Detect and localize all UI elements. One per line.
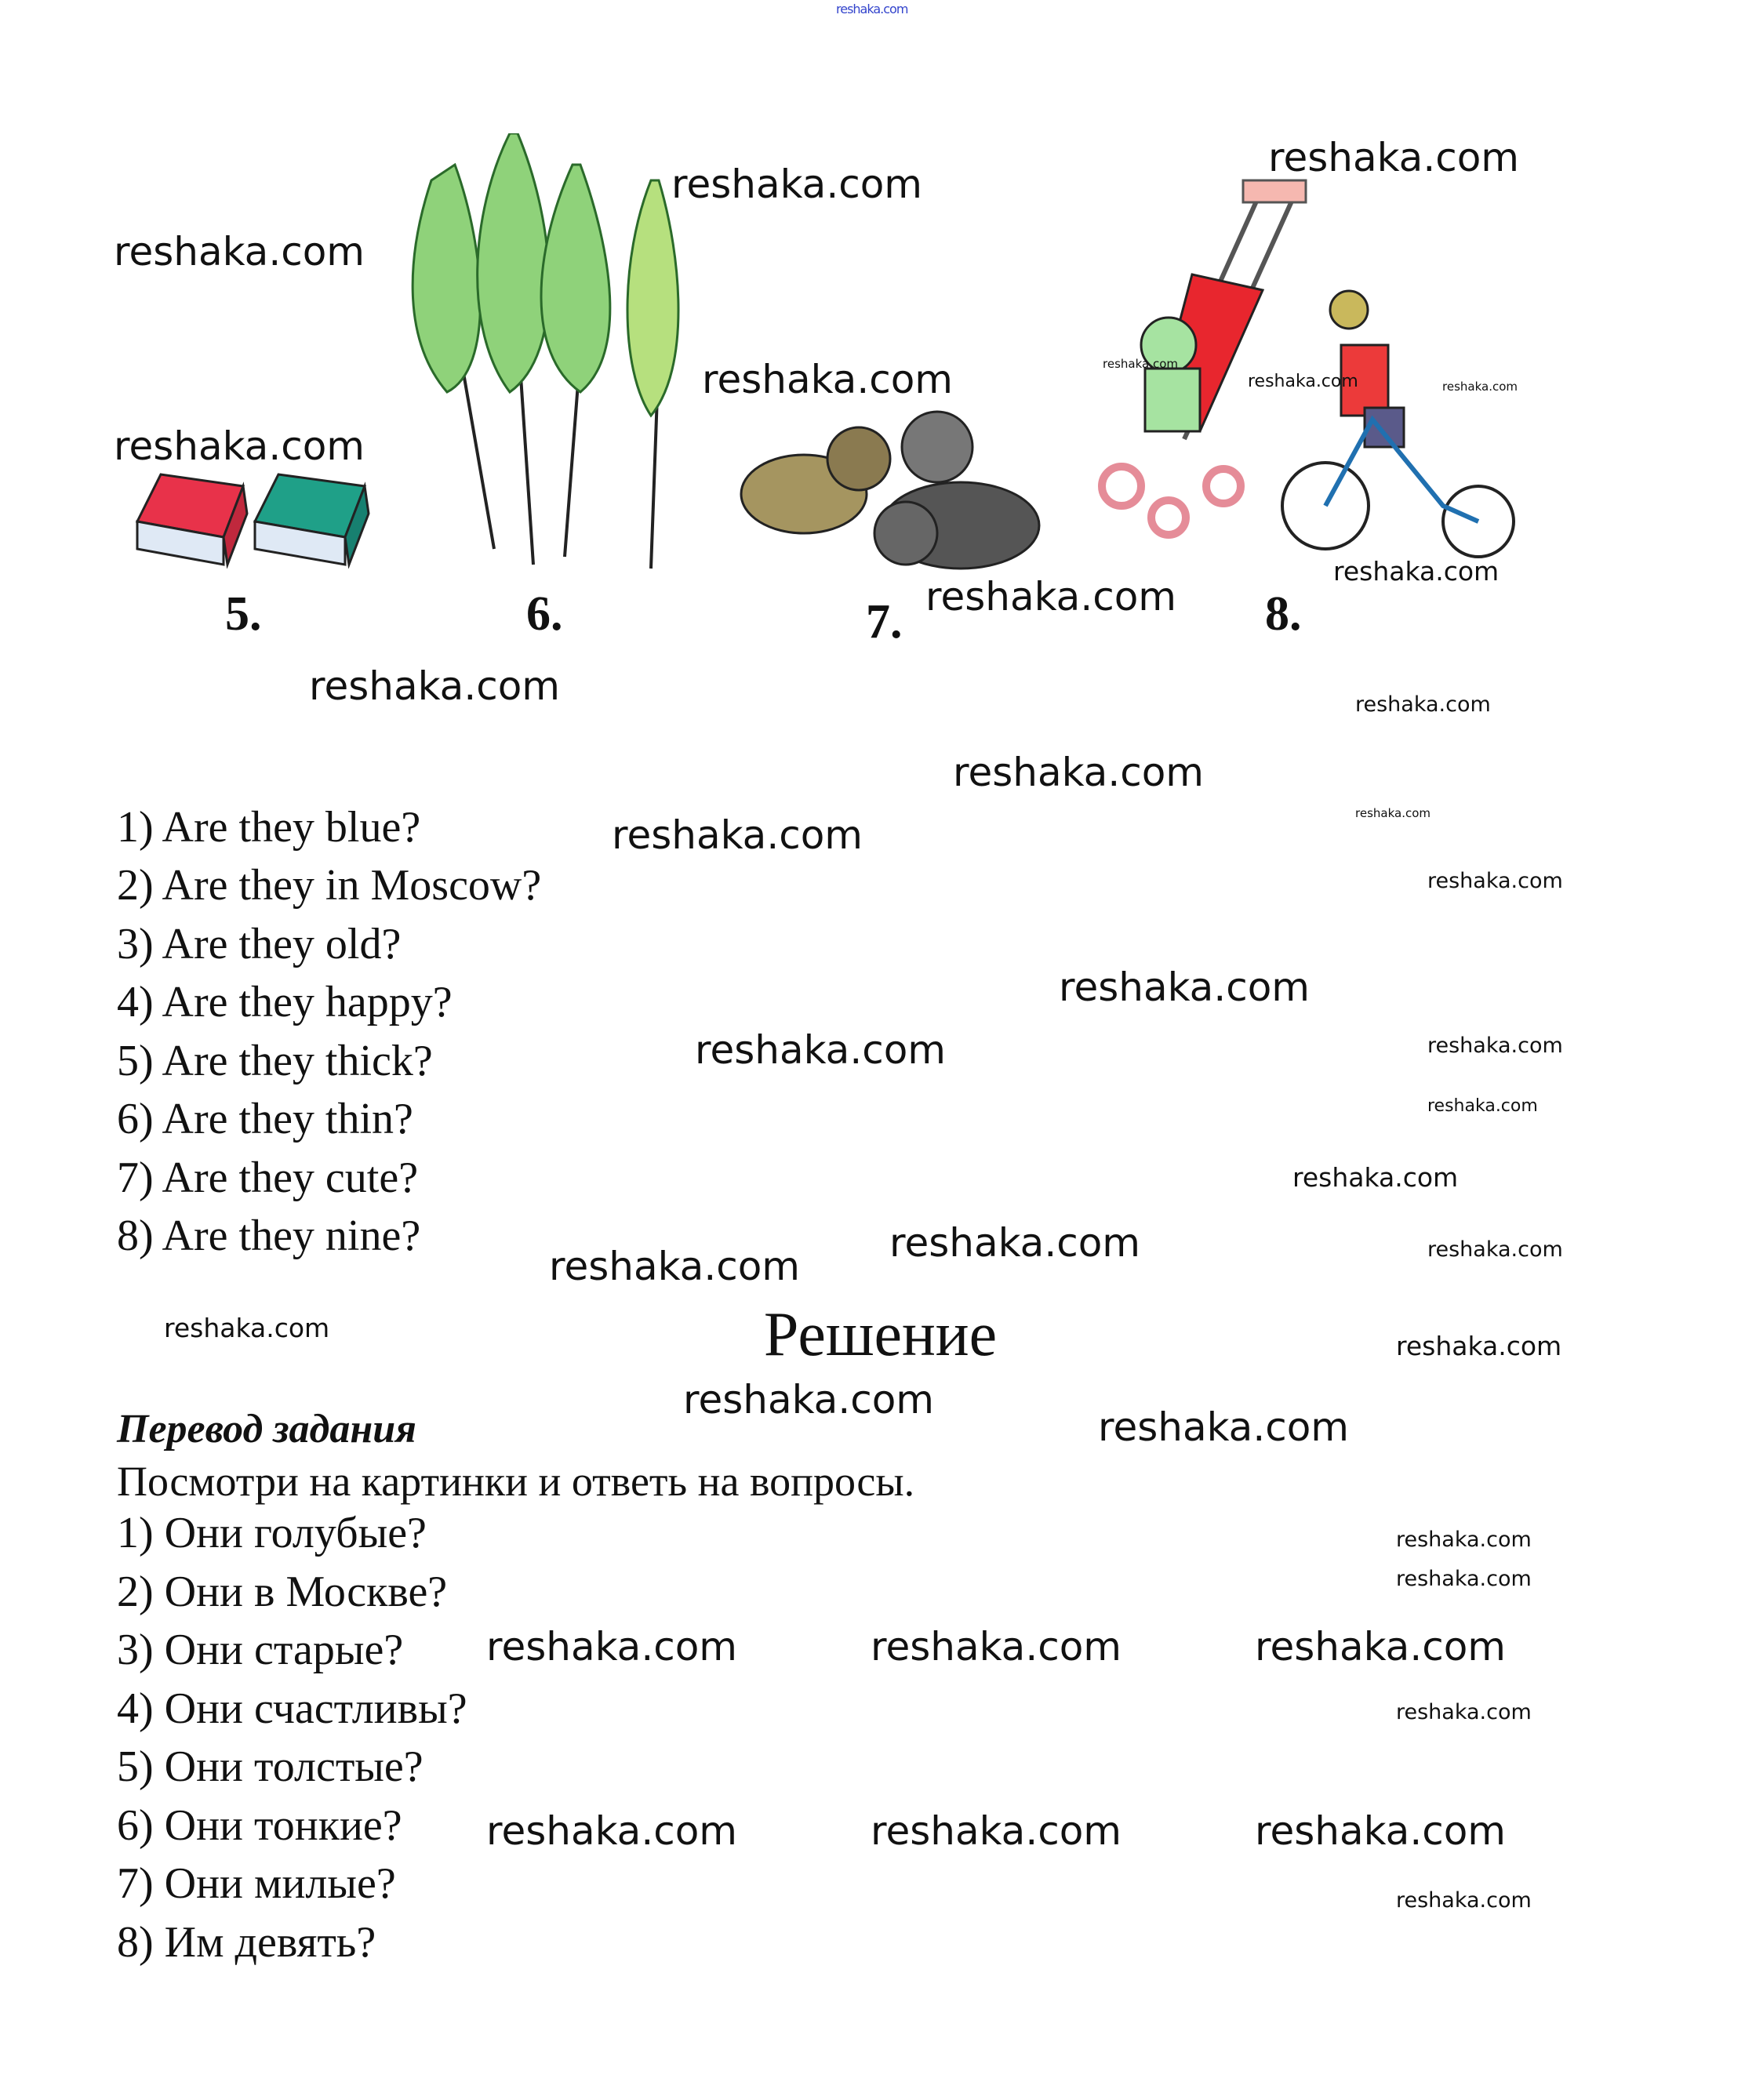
- translation-instruction: Посмотри на картинки и ответь на вопросы.: [117, 1458, 915, 1505]
- watermark: reshaka.com: [114, 423, 365, 469]
- question-ru-6: 6) Они тонкие?: [117, 1801, 402, 1850]
- solution-title: Решение: [763, 1300, 998, 1369]
- question-en-5: 5) Are they thick?: [117, 1037, 433, 1085]
- watermark: reshaka.com: [1355, 692, 1491, 717]
- books-illustration: [129, 467, 376, 569]
- picture-label-5: 5.: [225, 587, 262, 641]
- watermark: reshaka.com: [1396, 1528, 1532, 1552]
- watermark: reshaka.com: [871, 1808, 1122, 1854]
- watermark: reshaka.com: [1098, 1404, 1349, 1450]
- watermark: reshaka.com: [309, 663, 560, 709]
- question-ru-2: 2) Они в Москве?: [117, 1568, 448, 1616]
- question-ru-7: 7) Они милые?: [117, 1859, 396, 1908]
- picture-label-8: 8.: [1265, 587, 1302, 641]
- question-en-8: 8) Are they nine?: [117, 1212, 421, 1260]
- watermark: reshaka.com: [1059, 965, 1310, 1010]
- watermark: reshaka.com: [1427, 1237, 1563, 1262]
- watermark: reshaka.com: [1427, 869, 1563, 893]
- watermark: reshaka.com: [953, 750, 1204, 795]
- watermark: reshaka.com: [925, 574, 1176, 619]
- question-ru-5: 5) Они толстые?: [117, 1742, 424, 1791]
- watermark: reshaka.com: [1396, 1888, 1532, 1913]
- translation-heading: Перевод задания: [117, 1407, 416, 1451]
- watermark: reshaka.com: [1255, 1808, 1506, 1854]
- watermark: reshaka.com: [1396, 1331, 1562, 1361]
- watermark: reshaka.com: [1396, 1700, 1532, 1724]
- watermark: reshaka.com: [1396, 1567, 1532, 1591]
- red-book-icon: [137, 474, 247, 565]
- watermark: reshaka.com: [549, 1244, 800, 1289]
- watermark: reshaka.com: [164, 1313, 330, 1343]
- watermark: reshaka.com: [683, 1377, 934, 1422]
- watermark: reshaka.com: [612, 812, 863, 858]
- picture-label-7: 7.: [866, 595, 903, 649]
- question-en-7: 7) Are they cute?: [117, 1154, 419, 1202]
- green-book-icon: [255, 474, 369, 565]
- question-ru-1: 1) Они голубые?: [117, 1509, 427, 1557]
- watermark: reshaka.com: [1355, 806, 1431, 820]
- watermark: reshaka.com: [1268, 135, 1519, 180]
- watermark: reshaka.com: [695, 1027, 946, 1073]
- picture-label-6: 6.: [526, 587, 563, 641]
- header-watermark[interactable]: reshaka.com: [836, 2, 908, 16]
- watermark: reshaka.com: [702, 357, 953, 402]
- watermark: reshaka.com: [486, 1808, 737, 1854]
- question-ru-8: 8) Им девять?: [117, 1918, 376, 1967]
- watermark: reshaka.com: [889, 1220, 1140, 1266]
- watermark: reshaka.com: [1292, 1162, 1459, 1193]
- watermark: reshaka.com: [1255, 1624, 1506, 1669]
- question-en-6: 6) Are they thin?: [117, 1095, 413, 1143]
- watermark: reshaka.com: [1427, 1096, 1538, 1116]
- question-en-2: 2) Are they in Moscow?: [117, 861, 542, 910]
- question-ru-3: 3) Они старые?: [117, 1626, 404, 1674]
- puppies-illustration: [725, 400, 1055, 580]
- watermark: reshaka.com: [1333, 556, 1500, 587]
- boy-on-bicycle-illustration: [1278, 278, 1521, 561]
- question-en-3: 3) Are they old?: [117, 920, 402, 968]
- question-en-1: 1) Are they blue?: [117, 803, 421, 852]
- watermark: reshaka.com: [114, 229, 365, 274]
- watermark: reshaka.com: [486, 1624, 737, 1669]
- watermark: reshaka.com: [671, 162, 922, 207]
- birch-trees-illustration: [400, 133, 698, 572]
- watermark: reshaka.com: [1248, 372, 1358, 391]
- question-ru-4: 4) Они счастливы?: [117, 1684, 467, 1733]
- watermark: reshaka.com: [1427, 1034, 1563, 1058]
- watermark: reshaka.com: [871, 1624, 1122, 1669]
- question-en-4: 4) Are they happy?: [117, 978, 453, 1026]
- watermark: reshaka.com: [1103, 357, 1178, 371]
- watermark: reshaka.com: [1442, 380, 1518, 394]
